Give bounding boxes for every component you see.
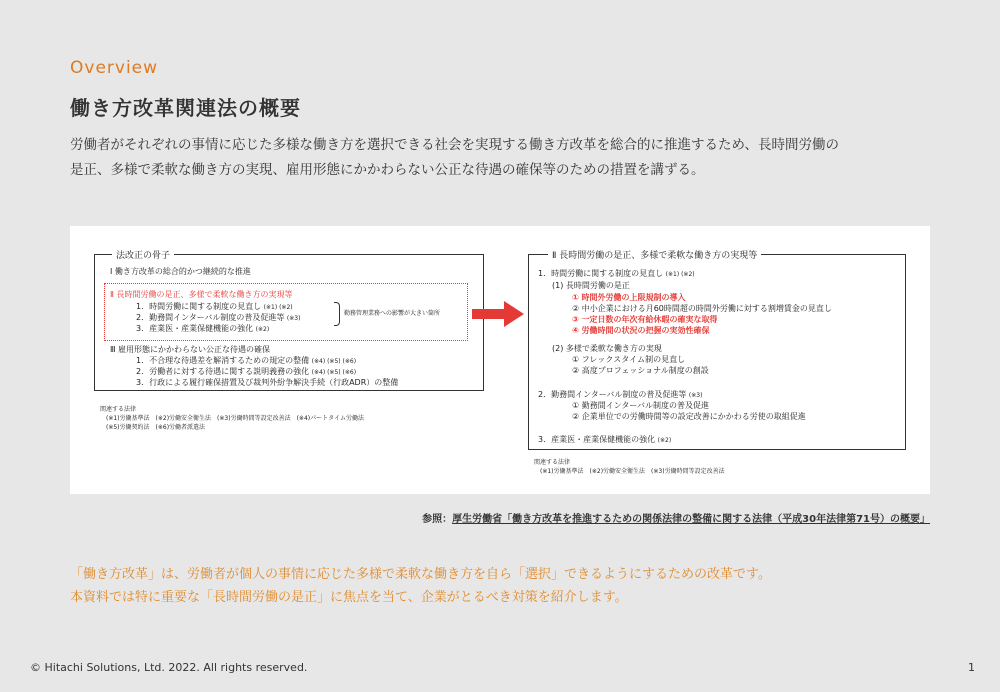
right-arrow-icon [472,300,526,328]
reference-link[interactable]: 厚生労働省「働き方改革を推進するための関係法律の整備に関する法律（平成30年法律第71号）の概要」 [452,514,930,525]
page-number: 1 [968,661,975,674]
right-section-3: 3．産業医・産業保健機能の強化 (※2) [538,435,672,444]
left-item-3-3: 3．行政による履行確保措置及び裁判外紛争解決手続（行政ADR）の整備 [136,378,399,387]
brace-label: 勤務管理業務への影響が大きい箇所 [344,310,441,317]
left-item-3-2: 2．労働者に対する待遇に関する説明義務の強化 (※4) (※5) (※6) [136,367,357,376]
left-item-2-3: 3．産業医・産業保健機能の強化 (※2) [136,324,270,333]
left-item-3-1: 1．不合理な待遇差を解消するための規定の整備 (※4) (※5) (※6) [136,356,357,365]
left-laws-line-2: (※5)労働契約法 (※6)労働者派遣法 [106,424,206,431]
right-item-paid-leave: ③ 一定日数の年次有給休暇の確実な取得 [572,315,718,324]
summary-line-1: 「働き方改革」は、労働者が個人の事情に応じた多様で柔軟な働き方を自ら「選択」できるようにするための改革です。 [70,567,771,582]
left-item-3: Ⅲ 雇用形態にかかわらない公正な待遇の確保 [110,345,271,354]
intro-text [70,133,940,183]
right-item-hours-tracking: ④ 労働時間の状況の把握の実効性確保 [572,326,710,335]
left-item-1: Ⅰ 働き方改革の総合的かつ継続的な推進 [110,267,251,276]
left-laws-title: 関連する法律 [100,406,137,413]
brace-mark [334,302,340,326]
right-box-title: Ⅱ 長時間労働の是正、多様で柔軟な働き方の実現等 [548,248,761,261]
right-laws-line-1: (※1)労働基準法 (※2)労働安全衛生法 (※3)労働時間等設定改善法 [540,468,725,475]
left-box-title: 法改正の骨子 [112,248,174,261]
right-item-sme-premium: ② 中小企業における月60時間超の時間外労働に対する割増賃金の見直し [572,304,832,313]
summary-text [70,563,771,609]
left-item-2: Ⅱ 長時間労働の是正、多様で柔軟な働き方の実現等 [110,290,293,299]
right-laws-title: 関連する法律 [534,459,571,466]
right-section-1-1: (1) 長時間労働の是正 [552,281,630,290]
right-item-overtime-cap: ① 時間外労働の上限規制の導入 [572,293,686,302]
right-section-1-2: (2) 多様で柔軟な働き方の実現 [552,344,662,353]
left-laws-line-1: (※1)労働基準法 (※2)労働安全衛生法 (※3)労働時間等設定改善法 (※4)パートタイム労働法 [106,415,364,422]
reference [422,510,930,525]
right-item-interval: ① 勤務間インターバル制度の普及促進 [572,401,709,410]
intro-line-2: 是正、多様で柔軟な働き方の実現、雇用形態にかかわらない公正な待遇の確保等のための措置を講ずる。 [70,162,705,178]
right-section-2: 2．勤務間インターバル制度の普及促進等 (※3) [538,390,703,399]
right-section-1: 1．時間労働に関する制度の見直し (※1) (※2) [538,269,695,278]
diagram-panel [70,226,930,494]
copyright: © Hitachi Solutions, Ltd. 2022. All rights reserved. [30,661,308,674]
intro-line-1: 労働者がそれぞれの事情に応じた多様な働き方を選択できる社会を実現する働き方改革を総合的に推進するため、長時間労働の [70,137,839,153]
right-item-labor-management: ② 企業単位での労働時間等の設定改善にかかわる労使の取組促進 [572,412,806,421]
page-title: 働き方改革関連法の概要 [70,96,301,120]
right-item-professional: ② 高度プロフェッショナル制度の創設 [572,366,709,375]
overview-label: Overview [70,58,159,78]
reference-label: 参照： [422,514,453,525]
summary-line-2: 本資料では特に重要な「長時間労働の是正」に焦点を当て、企業がとるべき対策を紹介します。 [70,590,628,605]
left-item-2-1: 1．時間労働に関する制度の見直し (※1) (※2) [136,302,293,311]
right-item-flextime: ① フレックスタイム制の見直し [572,355,686,364]
left-item-2-2: 2．勤務間インターバル制度の普及促進等 (※3) [136,313,301,322]
